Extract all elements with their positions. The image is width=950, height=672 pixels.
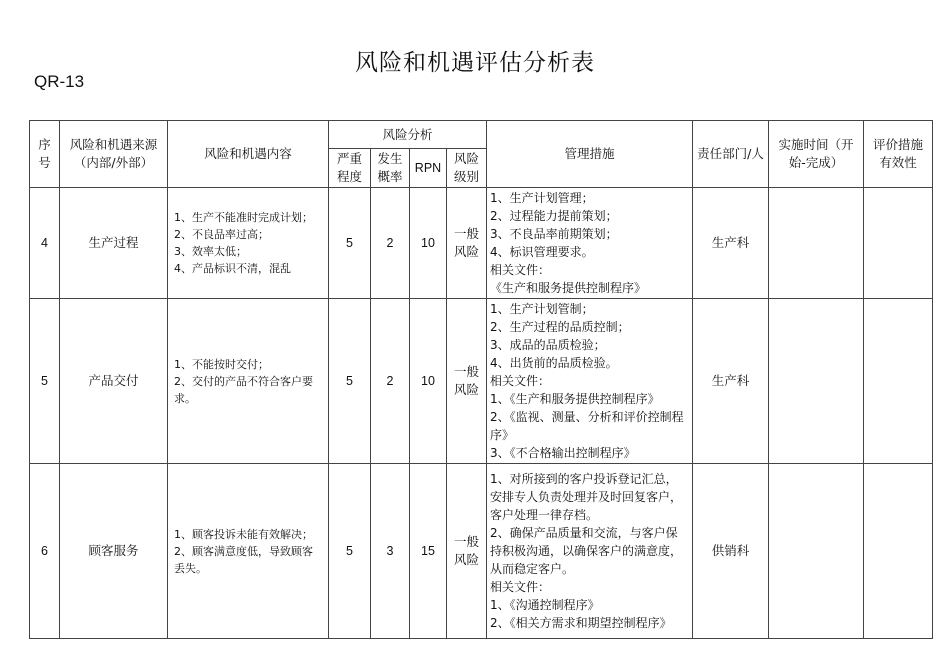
header-content: 风险和机遇内容 [168, 121, 329, 188]
content-line: 1、生产不能准时完成计划； [174, 211, 313, 224]
row-measures [487, 188, 693, 299]
measure-line: 相关文件： [490, 263, 551, 277]
table-row [30, 464, 933, 639]
row-level: 一般风险 [447, 188, 487, 299]
row-time [769, 464, 864, 639]
measure-line: 4、出货前的品质检验。 [490, 356, 618, 370]
row-time [769, 188, 864, 299]
header-severity: 严重程度 [329, 149, 371, 188]
measure-line: 2、确保产品质量和交流，与客户保持积极沟通，以确保客户的满意度，从而稳定客户。 [490, 526, 683, 576]
row-source: 产品交付 [60, 299, 168, 464]
row-measures [487, 299, 693, 464]
table-row [30, 299, 933, 464]
risk-table [29, 120, 933, 639]
content-line: 1、顾客投诉未能有效解决； [174, 527, 313, 541]
page-title: 风险和机遇评估分析表 [355, 50, 595, 76]
content-line: 2、顾客满意度低，导致顾客丢失。 [174, 544, 313, 575]
header-level: 风险级别 [447, 149, 487, 188]
header-effect: 评价措施有效性 [864, 121, 933, 188]
measure-line: 相关文件： [490, 374, 551, 388]
row-level: 一般风险 [447, 464, 487, 639]
row-probability: 2 [371, 299, 410, 464]
row-content [168, 188, 329, 299]
row-dept: 供销科 [693, 464, 769, 639]
measure-line: 4、标识管理要求。 [490, 245, 594, 259]
measure-line: 1、生产计划管制； [490, 302, 594, 316]
header-dept: 责任部门/人 [693, 121, 769, 188]
row-seq: 5 [30, 299, 60, 464]
measure-line: 1、对所接到的客户投诉登记汇总，安排专人负责处理并及时回复客户，客户处理一律存档。 [490, 472, 683, 522]
row-probability: 3 [371, 464, 410, 639]
header-measures: 管理措施 [487, 121, 693, 188]
row-rpn: 10 [410, 188, 447, 299]
measure-line: 3、成品的品质检验； [490, 338, 606, 352]
row-effect [864, 188, 933, 299]
content-line: 4、产品标识不清，混乱 [174, 262, 291, 275]
row-content [168, 464, 329, 639]
content-line: 2、交付的产品不符合客户要求。 [174, 374, 313, 405]
content-line: 1、不能按时交付； [174, 357, 269, 371]
header-seq: 序号 [30, 121, 60, 188]
measure-line: 1、《沟通控制程序》 [490, 598, 600, 612]
measure-line: 2、过程能力提前策划； [490, 209, 618, 223]
header-probability: 发生概率 [371, 149, 410, 188]
measure-line: 2、《相关方需求和期望控制程序》 [490, 616, 672, 630]
row-rpn: 10 [410, 299, 447, 464]
row-seq: 6 [30, 464, 60, 639]
row-source: 顾客服务 [60, 464, 168, 639]
measure-line: 《生产和服务提供控制程序》 [490, 281, 647, 295]
row-dept: 生产科 [693, 299, 769, 464]
row-content [168, 299, 329, 464]
row-time [769, 299, 864, 464]
form-code: QR-13 [34, 72, 85, 91]
row-severity: 5 [329, 464, 371, 639]
row-level: 一般风险 [447, 299, 487, 464]
row-effect [864, 299, 933, 464]
content-line: 3、效率太低； [174, 245, 247, 258]
row-source: 生产过程 [60, 188, 168, 299]
table-row [30, 188, 933, 299]
measure-line: 2、《监视、测量、分析和评价控制程序》 [490, 410, 684, 442]
row-rpn: 15 [410, 464, 447, 639]
header-source: 风险和机遇来源（内部/外部） [60, 121, 168, 188]
header-time: 实施时间（开始-完成） [769, 121, 864, 188]
row-severity: 5 [329, 299, 371, 464]
header-analysis: 风险分析 [329, 121, 487, 149]
row-probability: 2 [371, 188, 410, 299]
content-line: 2、不良品率过高； [174, 228, 269, 241]
row-effect [864, 464, 933, 639]
row-seq: 4 [30, 188, 60, 299]
row-dept: 生产科 [693, 188, 769, 299]
measure-line: 3、不良品率前期策划； [490, 227, 618, 241]
measure-line: 3、《不合格输出控制程序》 [490, 446, 636, 460]
row-severity: 5 [329, 188, 371, 299]
measure-line: 相关文件： [490, 580, 551, 594]
measure-line: 2、生产过程的品质控制； [490, 320, 630, 334]
row-measures [487, 464, 693, 639]
measure-line: 1、《生产和服务提供控制程序》 [490, 392, 660, 406]
measure-line: 1、生产计划管理； [490, 191, 594, 205]
header-rpn: RPN [410, 149, 447, 188]
